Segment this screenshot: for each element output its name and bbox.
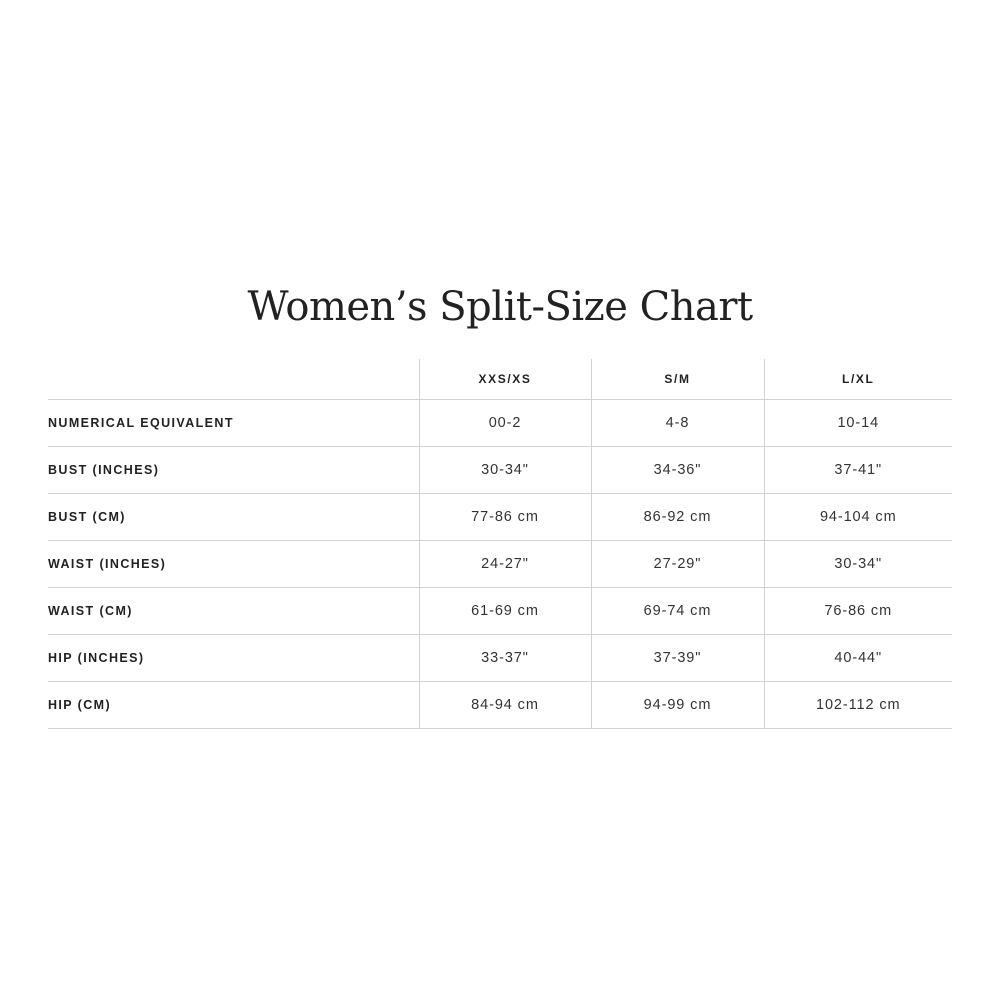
row-label: NUMERICAL EQUIVALENT — [48, 400, 419, 447]
table-cell: 76-86 cm — [764, 588, 952, 635]
table-row — [48, 635, 952, 682]
table-row — [48, 541, 952, 588]
table-cell: 10-14 — [764, 400, 952, 447]
header-cell-empty — [48, 359, 419, 400]
table-cell: 84-94 cm — [419, 682, 591, 729]
table-cell: 37-41" — [764, 447, 952, 494]
table-cell: 69-74 cm — [591, 588, 764, 635]
table-cell: 33-37" — [419, 635, 591, 682]
header-cell-xxs-xs: XXS/XS — [419, 359, 591, 400]
table-header-row — [48, 359, 952, 400]
table-cell: 94-104 cm — [764, 494, 952, 541]
table-cell: 30-34" — [419, 447, 591, 494]
table-row — [48, 400, 952, 447]
row-label: WAIST (CM) — [48, 588, 419, 635]
table-cell: 4-8 — [591, 400, 764, 447]
row-label: WAIST (INCHES) — [48, 541, 419, 588]
table-cell: 27-29" — [591, 541, 764, 588]
table-cell: 86-92 cm — [591, 494, 764, 541]
table-cell: 102-112 cm — [764, 682, 952, 729]
page-title: Women’s Split-Size Chart — [247, 284, 753, 330]
row-label: HIP (CM) — [48, 682, 419, 729]
row-label: HIP (INCHES) — [48, 635, 419, 682]
size-chart-table — [48, 359, 952, 729]
table-row — [48, 682, 952, 729]
header-cell-s-m: S/M — [591, 359, 764, 400]
table-row — [48, 447, 952, 494]
table-cell: 61-69 cm — [419, 588, 591, 635]
header-cell-l-xl: L/XL — [764, 359, 952, 400]
table-cell: 00-2 — [419, 400, 591, 447]
table-cell: 77-86 cm — [419, 494, 591, 541]
row-label: BUST (INCHES) — [48, 447, 419, 494]
table-cell: 30-34" — [764, 541, 952, 588]
table-row — [48, 588, 952, 635]
table-cell: 37-39" — [591, 635, 764, 682]
table-cell: 94-99 cm — [591, 682, 764, 729]
table-row — [48, 494, 952, 541]
table-cell: 24-27" — [419, 541, 591, 588]
table-cell: 40-44" — [764, 635, 952, 682]
row-label: BUST (CM) — [48, 494, 419, 541]
table-cell: 34-36" — [591, 447, 764, 494]
